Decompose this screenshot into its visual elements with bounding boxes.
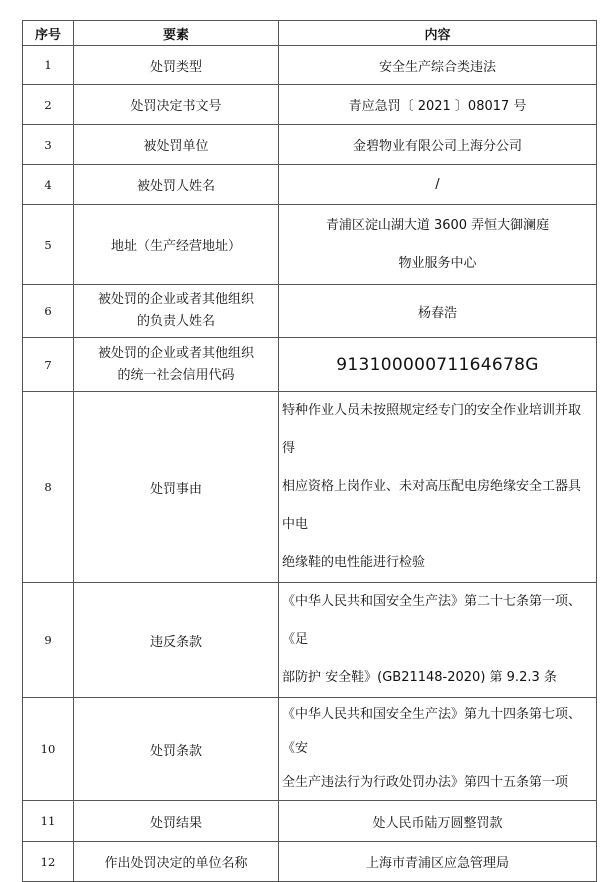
table-row — [23, 698, 597, 801]
table-row — [23, 165, 597, 205]
row-content: 青应急罚〔 2021 〕08017 号 — [279, 85, 597, 125]
row-label: 处罚条款 — [74, 698, 279, 801]
header-index: 序号 — [23, 21, 74, 46]
penalty-table — [22, 20, 597, 882]
table-row — [23, 583, 597, 698]
content-line: 相应资格上岗作业、未对高压配电房绝缘安全工器具中电 — [282, 479, 582, 532]
content-line: 特种作业人员未按照规定经专门的安全作业培训并取得 — [282, 403, 582, 456]
content-line: 全生产违法行为行政处罚办法》第四十五条第一项 — [282, 775, 569, 790]
row-content: 金碧物业有限公司上海分公司 — [279, 125, 597, 165]
table-row — [23, 46, 597, 85]
row-index: 7 — [23, 338, 74, 392]
row-label — [74, 338, 279, 392]
row-content — [279, 205, 597, 285]
table-row — [23, 338, 597, 392]
row-index: 3 — [23, 125, 74, 165]
table-header-row — [23, 21, 597, 46]
table-row — [23, 392, 597, 583]
header-content: 内容 — [279, 21, 597, 46]
row-label: 处罚事由 — [74, 392, 279, 583]
content-line: 青浦区淀山湖大道 3600 弄恒大御澜庭 — [325, 217, 550, 233]
row-content: / — [279, 165, 597, 205]
content-line: 绝缘鞋的电性能进行检验 — [282, 555, 426, 570]
content-line: 物业服务中心 — [398, 255, 477, 271]
row-index: 11 — [23, 801, 74, 842]
row-content: 杨春浩 — [279, 285, 597, 338]
row-index: 1 — [23, 46, 74, 85]
row-index: 2 — [23, 85, 74, 125]
row-index: 9 — [23, 583, 74, 698]
row-label: 作出处罚决定的单位名称 — [74, 842, 279, 882]
row-label: 被处罚人姓名 — [74, 165, 279, 205]
label-line: 被处罚的企业或者其他组织 — [97, 292, 254, 307]
row-index: 6 — [23, 285, 74, 338]
table-row — [23, 801, 597, 842]
row-label: 处罚决定书文号 — [74, 85, 279, 125]
row-label: 被处罚单位 — [74, 125, 279, 165]
table-row — [23, 125, 597, 165]
row-content — [279, 392, 597, 583]
label-line: 被处罚的企业或者其他组织 — [97, 345, 254, 361]
header-element: 要素 — [74, 21, 279, 46]
row-content: 处人民币陆万圆整罚款 — [279, 801, 597, 842]
table-row — [23, 285, 597, 338]
label-line: 的统一社会信用代码 — [117, 367, 235, 383]
table-row — [23, 842, 597, 882]
row-index: 5 — [23, 205, 74, 285]
credit-code: 91310000071164678G — [279, 338, 597, 392]
row-label: 地址（生产经营地址） — [74, 205, 279, 285]
row-content — [279, 698, 597, 801]
row-index: 8 — [23, 392, 74, 583]
row-label: 处罚类型 — [74, 46, 279, 85]
table-row — [23, 205, 597, 285]
row-content — [279, 583, 597, 698]
row-index: 12 — [23, 842, 74, 882]
row-label: 违反条款 — [74, 583, 279, 698]
content-line: 《中华人民共和国安全生产法》第九十四条第七项、《安 — [282, 707, 582, 756]
table-row — [23, 85, 597, 125]
content-line: 部防护 安全鞋》(GB21148-2020) 第 9.2.3 条 — [282, 670, 557, 685]
row-index: 4 — [23, 165, 74, 205]
row-content: 安全生产综合类违法 — [279, 46, 597, 85]
label-line: 的负责人姓名 — [136, 314, 215, 329]
content-line: 《中华人民共和国安全生产法》第二十七条第一项、《足 — [282, 594, 582, 647]
row-label — [74, 285, 279, 338]
row-label: 处罚结果 — [74, 801, 279, 842]
row-index: 10 — [23, 698, 74, 801]
row-content: 上海市青浦区应急管理局 — [279, 842, 597, 882]
